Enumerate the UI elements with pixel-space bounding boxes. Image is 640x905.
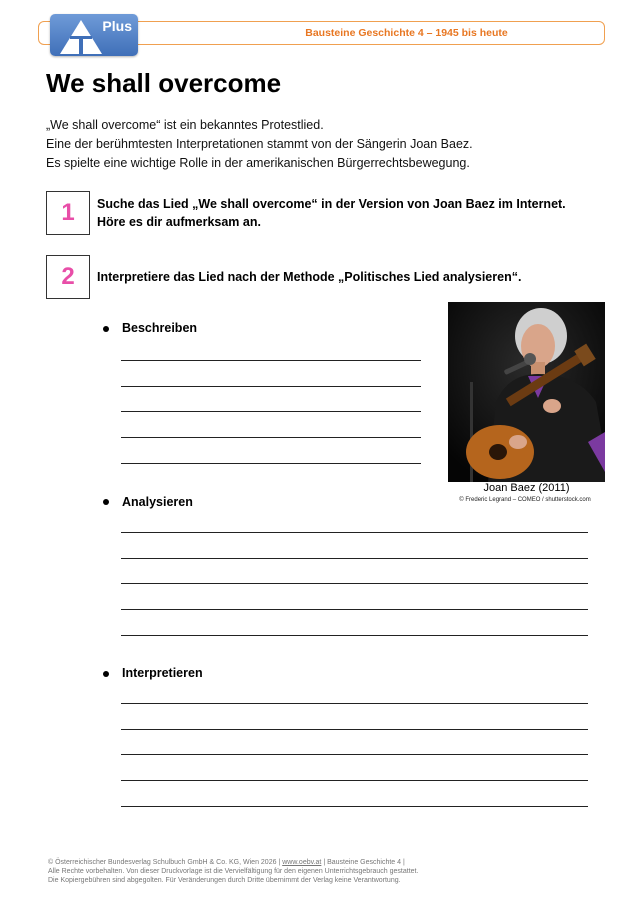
task-number-box: 2 — [46, 255, 90, 299]
intro-line: Es spielte eine wichtige Rolle in der amerikanischen Bürgerrechtsbewegung. — [46, 156, 470, 170]
answer-line[interactable] — [121, 609, 588, 610]
logo-text: Plus — [102, 18, 132, 34]
footer — [48, 858, 468, 885]
section-label: Interpretieren — [122, 666, 203, 680]
answer-line[interactable] — [121, 583, 588, 584]
answer-line[interactable] — [121, 558, 588, 559]
footer-line — [48, 858, 468, 867]
answer-line[interactable] — [121, 411, 421, 412]
answer-line[interactable] — [121, 806, 588, 807]
bullet-point — [103, 326, 109, 332]
answer-line[interactable] — [121, 703, 588, 704]
answer-line[interactable] — [121, 437, 421, 438]
photo-caption: Joan Baez (2011) — [483, 482, 570, 494]
task-line: Interpretiere das Lied nach der Methode „Politisches Lied analysieren“. — [97, 270, 522, 284]
footer-line: Die Kopiergebühren sind abgegolten. Für Veränderungen durch Dritte übernimmt der Verlag keine Verantwortung. — [48, 877, 401, 884]
task-number-box: 1 — [46, 191, 90, 235]
footer-line: Alle Rechte vorbehalten. Von dieser Druckvorlage ist die Vervielfältigung für den eigenen Unterrichtsgebrauch gestattet. — [48, 868, 419, 875]
answer-line[interactable] — [121, 463, 421, 464]
photo-credit: © Frederic Legrand – COMEO / shutterstock.com — [459, 497, 591, 503]
task-line: Suche das Lied „We shall overcome“ in der Version von Joan Baez im Internet. — [97, 197, 566, 211]
intro-line: „We shall overcome“ ist ein bekanntes Protestlied. — [46, 118, 324, 132]
task-line: Höre es dir aufmerksam an. — [97, 215, 261, 229]
series-title: Bausteine Geschichte 4 – 1945 bis heute — [305, 27, 508, 39]
publisher-link[interactable]: www.oebv.at — [282, 859, 322, 866]
page-title: We shall overcome — [46, 68, 282, 98]
bullet-point — [103, 671, 109, 677]
footer-copyright: © Österreichischer Bundesverlag Schulbuch GmbH & Co. KG, Wien 2026 | — [48, 859, 283, 866]
intro-text — [46, 116, 473, 173]
answer-line[interactable] — [121, 360, 421, 361]
answer-line[interactable] — [121, 780, 588, 781]
answer-line[interactable] — [121, 635, 588, 636]
section-label: Beschreiben — [122, 321, 198, 335]
section-label: Analysieren — [122, 495, 193, 509]
answer-line[interactable] — [121, 532, 588, 533]
joan-baez-photo — [448, 302, 605, 482]
intro-line: Eine der berühmtesten Interpretationen stammt von der Sängerin Joan Baez. — [46, 137, 473, 151]
answer-line[interactable] — [121, 754, 588, 755]
answer-line[interactable] — [121, 386, 421, 387]
task-instruction — [97, 195, 566, 231]
answer-line[interactable] — [121, 729, 588, 730]
logo-triangle-icon — [56, 14, 106, 56]
bullet-point — [103, 499, 109, 505]
task-instruction — [97, 268, 521, 286]
plus-logo — [50, 14, 138, 56]
footer-series: | Bausteine Geschichte 4 | — [321, 859, 405, 866]
